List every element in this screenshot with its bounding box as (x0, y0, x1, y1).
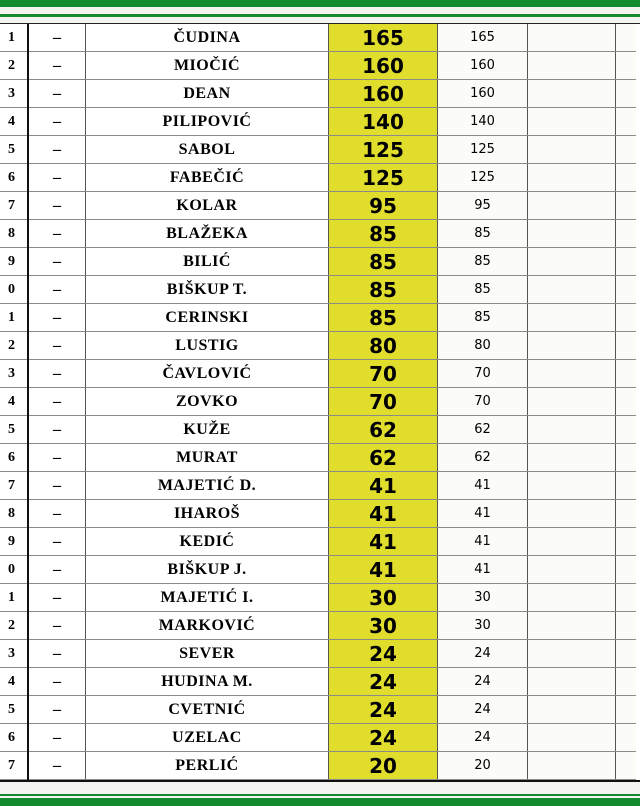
empty-cell (528, 248, 616, 276)
points-cell: 24 (329, 696, 438, 724)
total-cell: 85 (438, 248, 528, 276)
empty-cell (616, 220, 637, 248)
change-cell: – (28, 24, 86, 52)
rank-cell: 6 (0, 724, 28, 752)
change-cell: – (28, 192, 86, 220)
player-name-cell: ZOVKO (86, 388, 329, 416)
empty-cell (616, 416, 637, 444)
total-cell: 160 (438, 80, 528, 108)
player-name-cell: BIŠKUP T. (86, 276, 329, 304)
empty-cell (528, 332, 616, 360)
player-name-cell: LUSTIG (86, 332, 329, 360)
rank-cell: 8 (0, 500, 28, 528)
player-name-cell: CVETNIĆ (86, 696, 329, 724)
points-cell: 41 (329, 472, 438, 500)
player-name-cell: ČAVLOVIĆ (86, 360, 329, 388)
points-cell: 41 (329, 500, 438, 528)
player-name-cell: ČUDINA (86, 24, 329, 52)
empty-cell (616, 80, 637, 108)
change-cell: – (28, 724, 86, 752)
empty-cell (528, 500, 616, 528)
empty-cell (528, 724, 616, 752)
table-row (0, 696, 636, 724)
empty-cell (528, 752, 616, 780)
change-cell: – (28, 80, 86, 108)
empty-cell (528, 472, 616, 500)
table-row (0, 388, 636, 416)
empty-cell (528, 528, 616, 556)
total-cell: 62 (438, 416, 528, 444)
player-name-cell: KEDIĆ (86, 528, 329, 556)
empty-cell (616, 584, 637, 612)
points-cell: 41 (329, 556, 438, 584)
total-cell: 70 (438, 388, 528, 416)
table-row (0, 640, 636, 668)
rank-cell: 1 (0, 24, 28, 52)
table-row (0, 752, 636, 780)
change-cell: – (28, 360, 86, 388)
rank-cell: 4 (0, 108, 28, 136)
empty-cell (528, 52, 616, 80)
empty-cell (616, 696, 637, 724)
table-row (0, 444, 636, 472)
total-cell: 95 (438, 192, 528, 220)
change-cell: – (28, 220, 86, 248)
top-green-thin-stripe (0, 14, 640, 17)
empty-cell (528, 80, 616, 108)
rank-cell: 8 (0, 220, 28, 248)
table-row (0, 80, 636, 108)
empty-cell (528, 696, 616, 724)
empty-cell (616, 472, 637, 500)
table-row (0, 164, 636, 192)
player-name-cell: BLAŽEKA (86, 220, 329, 248)
empty-cell (616, 304, 637, 332)
points-cell: 165 (329, 24, 438, 52)
change-cell: – (28, 164, 86, 192)
change-cell: – (28, 52, 86, 80)
points-cell: 80 (329, 332, 438, 360)
empty-cell (616, 640, 637, 668)
bottom-decorative-band (0, 780, 640, 806)
rank-cell: 6 (0, 444, 28, 472)
rank-cell: 5 (0, 416, 28, 444)
empty-cell (528, 584, 616, 612)
empty-cell (528, 444, 616, 472)
points-cell: 70 (329, 360, 438, 388)
empty-cell (528, 556, 616, 584)
points-cell: 30 (329, 584, 438, 612)
empty-cell (616, 108, 637, 136)
total-cell: 41 (438, 528, 528, 556)
empty-cell (616, 136, 637, 164)
total-cell: 41 (438, 500, 528, 528)
top-green-stripe (0, 0, 640, 7)
change-cell: – (28, 528, 86, 556)
player-name-cell: MAJETIĆ I. (86, 584, 329, 612)
player-name-cell: UZELAC (86, 724, 329, 752)
points-cell: 62 (329, 416, 438, 444)
points-cell: 62 (329, 444, 438, 472)
change-cell: – (28, 752, 86, 780)
table-row (0, 584, 636, 612)
empty-cell (616, 24, 637, 52)
total-cell: 30 (438, 612, 528, 640)
table-row (0, 360, 636, 388)
empty-cell (616, 52, 637, 80)
table-row (0, 276, 636, 304)
empty-cell (528, 612, 616, 640)
empty-cell (528, 304, 616, 332)
empty-cell (616, 500, 637, 528)
table-row (0, 528, 636, 556)
points-cell: 24 (329, 724, 438, 752)
points-cell: 41 (329, 528, 438, 556)
points-cell: 95 (329, 192, 438, 220)
change-cell: – (28, 108, 86, 136)
total-cell: 24 (438, 640, 528, 668)
change-cell: – (28, 276, 86, 304)
points-cell: 24 (329, 640, 438, 668)
player-name-cell: MARKOVIĆ (86, 612, 329, 640)
table-row (0, 472, 636, 500)
empty-cell (616, 332, 637, 360)
total-cell: 85 (438, 220, 528, 248)
player-name-cell: FABEČIĆ (86, 164, 329, 192)
table-row (0, 192, 636, 220)
player-name-cell: CERINSKI (86, 304, 329, 332)
points-cell: 140 (329, 108, 438, 136)
rank-cell: 2 (0, 332, 28, 360)
bottom-border-line (0, 780, 640, 782)
total-cell: 24 (438, 724, 528, 752)
change-cell: – (28, 416, 86, 444)
player-name-cell: DEAN (86, 80, 329, 108)
player-name-cell: BIŠKUP J. (86, 556, 329, 584)
empty-cell (616, 360, 637, 388)
player-name-cell: MURAT (86, 444, 329, 472)
empty-cell (616, 612, 637, 640)
table-row (0, 220, 636, 248)
rank-cell: 2 (0, 52, 28, 80)
points-cell: 85 (329, 276, 438, 304)
points-cell: 85 (329, 248, 438, 276)
change-cell: – (28, 556, 86, 584)
table-row (0, 416, 636, 444)
player-name-cell: KUŽE (86, 416, 329, 444)
bottom-green-thin-stripe (0, 794, 640, 796)
total-cell: 85 (438, 276, 528, 304)
empty-cell (528, 276, 616, 304)
total-cell: 85 (438, 304, 528, 332)
rank-cell: 3 (0, 360, 28, 388)
total-cell: 62 (438, 444, 528, 472)
total-cell: 30 (438, 584, 528, 612)
total-cell: 20 (438, 752, 528, 780)
points-cell: 125 (329, 136, 438, 164)
total-cell: 70 (438, 360, 528, 388)
table-row (0, 248, 636, 276)
table-row (0, 24, 636, 52)
empty-cell (528, 668, 616, 696)
points-cell: 160 (329, 52, 438, 80)
empty-cell (528, 416, 616, 444)
empty-cell (616, 164, 637, 192)
table-row (0, 668, 636, 696)
change-cell: – (28, 640, 86, 668)
player-name-cell: HUDINA M. (86, 668, 329, 696)
total-cell: 160 (438, 52, 528, 80)
table-row (0, 332, 636, 360)
player-name-cell: PERLIĆ (86, 752, 329, 780)
empty-cell (528, 164, 616, 192)
rank-cell: 4 (0, 668, 28, 696)
empty-cell (616, 248, 637, 276)
change-cell: – (28, 332, 86, 360)
table-row (0, 136, 636, 164)
player-name-cell: MAJETIĆ D. (86, 472, 329, 500)
change-cell: – (28, 472, 86, 500)
empty-cell (528, 108, 616, 136)
empty-cell (616, 668, 637, 696)
empty-cell (616, 276, 637, 304)
empty-cell (616, 444, 637, 472)
change-cell: – (28, 136, 86, 164)
rank-cell: 9 (0, 248, 28, 276)
rank-cell: 3 (0, 640, 28, 668)
points-cell: 30 (329, 612, 438, 640)
rank-cell: 0 (0, 276, 28, 304)
change-cell: – (28, 388, 86, 416)
standings-table (0, 24, 636, 780)
empty-cell (616, 528, 637, 556)
empty-cell (528, 640, 616, 668)
total-cell: 41 (438, 472, 528, 500)
player-name-cell: MIOČIĆ (86, 52, 329, 80)
points-cell: 70 (329, 388, 438, 416)
empty-cell (616, 388, 637, 416)
change-cell: – (28, 444, 86, 472)
total-cell: 24 (438, 696, 528, 724)
player-name-cell: BILIĆ (86, 248, 329, 276)
empty-cell (616, 724, 637, 752)
total-cell: 165 (438, 24, 528, 52)
points-cell: 125 (329, 164, 438, 192)
table-row (0, 612, 636, 640)
total-cell: 125 (438, 136, 528, 164)
rank-cell: 1 (0, 304, 28, 332)
empty-cell (616, 192, 637, 220)
change-cell: – (28, 304, 86, 332)
empty-cell (616, 752, 637, 780)
rank-cell: 5 (0, 696, 28, 724)
table-row (0, 304, 636, 332)
empty-cell (528, 136, 616, 164)
empty-cell (528, 24, 616, 52)
player-name-cell: SABOL (86, 136, 329, 164)
total-cell: 125 (438, 164, 528, 192)
change-cell: – (28, 500, 86, 528)
change-cell: – (28, 612, 86, 640)
rank-cell: 3 (0, 80, 28, 108)
rank-cell: 7 (0, 192, 28, 220)
rank-cell: 5 (0, 136, 28, 164)
change-cell: – (28, 248, 86, 276)
rank-cell: 0 (0, 556, 28, 584)
total-cell: 140 (438, 108, 528, 136)
rank-cell: 7 (0, 752, 28, 780)
total-cell: 80 (438, 332, 528, 360)
table-row (0, 52, 636, 80)
points-cell: 20 (329, 752, 438, 780)
empty-cell (528, 220, 616, 248)
points-cell: 85 (329, 220, 438, 248)
empty-cell (528, 192, 616, 220)
rank-cell: 4 (0, 388, 28, 416)
table-row (0, 556, 636, 584)
table-row (0, 500, 636, 528)
table-row (0, 724, 636, 752)
total-cell: 24 (438, 668, 528, 696)
player-name-cell: SEVER (86, 640, 329, 668)
player-name-cell: PILIPOVIĆ (86, 108, 329, 136)
change-cell: – (28, 696, 86, 724)
change-cell: – (28, 668, 86, 696)
rank-cell: 1 (0, 584, 28, 612)
rank-cell: 7 (0, 472, 28, 500)
total-cell: 41 (438, 556, 528, 584)
bottom-green-stripe (0, 798, 640, 806)
rank-cell: 9 (0, 528, 28, 556)
points-cell: 160 (329, 80, 438, 108)
change-cell: – (28, 584, 86, 612)
top-decorative-band (0, 0, 640, 24)
rank-cell: 2 (0, 612, 28, 640)
standings-body (0, 24, 636, 780)
empty-cell (528, 388, 616, 416)
empty-cell (616, 556, 637, 584)
points-cell: 24 (329, 668, 438, 696)
table-row (0, 108, 636, 136)
rank-cell: 6 (0, 164, 28, 192)
player-name-cell: KOLAR (86, 192, 329, 220)
points-cell: 85 (329, 304, 438, 332)
empty-cell (528, 360, 616, 388)
player-name-cell: IHAROŠ (86, 500, 329, 528)
